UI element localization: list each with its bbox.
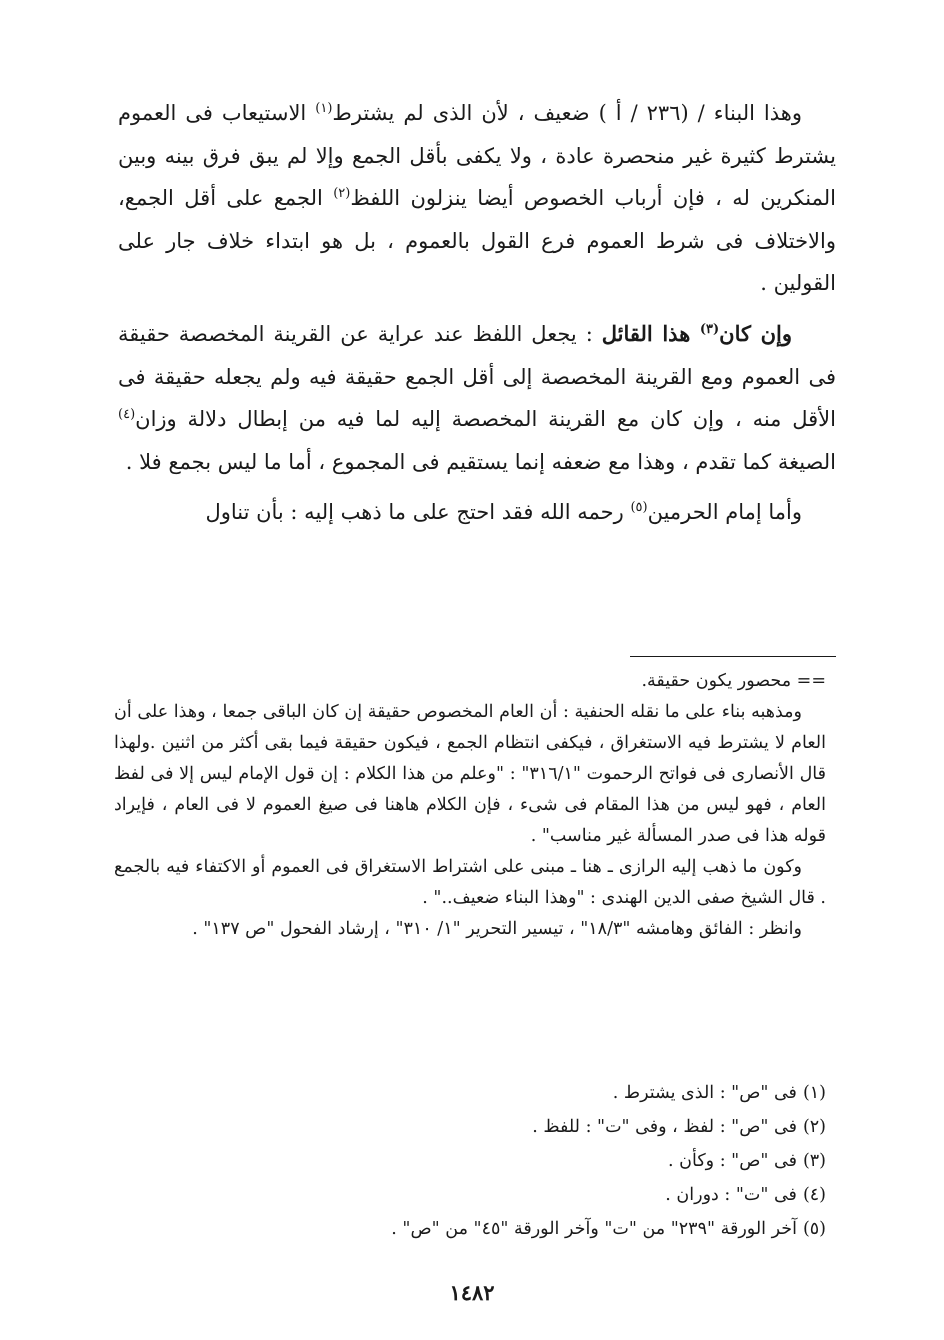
footnote-number: (٢) <box>802 1117 826 1137</box>
text-segment: الجمع على أقل الجمع، والاختلاف فى شرط العموم فرع القول بالعموم ، بل هو ابتداء خلاف جار على القولين . <box>118 186 836 296</box>
footnote-ref-2: (٢) <box>333 186 351 202</box>
footnote-separator <box>630 656 836 657</box>
footnote-text: فى "ص" : الذى يشترط . <box>612 1083 797 1103</box>
footnote-ref-4: (٤) <box>118 407 136 423</box>
footnote-number: (٥) <box>802 1219 826 1239</box>
footnote-item <box>114 1214 826 1245</box>
paragraph-lead: وإن كان$^{(٣)}$ هذا القائل <box>601 320 792 346</box>
footnote-continuation-paragraph: وانظر : الفائق وهامشه "١٨/٣" ، تيسير التحرير "١/ ٣١٠" ، إرشاد الفحول "ص ١٣٧" . <box>192 919 802 939</box>
main-text <box>118 92 836 534</box>
footnotes-list <box>114 1078 826 1248</box>
footnote-continuation-line: == محصور يكون حقيقة. <box>641 671 826 691</box>
paragraph-1 <box>118 92 836 305</box>
footnote-ref-5: (٥) <box>630 500 648 516</box>
footnote-number: (١) <box>802 1083 826 1103</box>
footnote-continuation-paragraph: وكون ما ذهب إليه الرازى ـ هنا ـ مبنى على اشتراط الاستغراق فى العموم أو الاكتفاء فيه بالجمع . قال الشيخ صفى الدين الهندى : "وهذا البناء ضعيف.." . <box>114 857 826 908</box>
text-segment: الصيغة كما تقدم ، وهذا مع ضعفه إنما يستقيم فى المجموع ، أما ما ليس بجمع فلا . <box>125 449 836 474</box>
text-segment: وهذا البناء / (٢٣٦ / أ ) ضعيف ، لأن الذى لم يشترط <box>332 101 802 125</box>
footnote-item <box>114 1180 826 1211</box>
footnote-continuation <box>114 666 826 945</box>
text-segment: رحمه الله فقد احتج على ما ذهب إليه : بأن تناول <box>205 500 631 525</box>
footnote-text: فى "ص" : لفظ ، وفى "ت" : للفظ . <box>532 1117 797 1137</box>
footnote-number: (٤) <box>802 1185 826 1205</box>
page-number: ١٤٨٢ <box>449 1280 495 1305</box>
footnote-item <box>114 1146 826 1177</box>
footnote-ref-1: (١) <box>315 101 333 116</box>
paragraph-3 <box>118 491 836 534</box>
footnote-number: (٣) <box>802 1151 826 1171</box>
text-segment: : يجعل اللفظ عند عراية عن القرينة المخصصة حقيقة فى العموم ومع القرينة المخصصة إلى أقل الجمع حقيقة فيه ولم يجعله حقيقة فى الأقل منه ، وإن كان مع القرينة المخصصة إليه لما فيه من إبطال دلالة وزان <box>118 321 836 432</box>
footnote-ref-3: (٣) <box>699 321 720 337</box>
footnote-text: آخر الورقة "٢٣٩" من "ت" وآخر الورقة "٤٥" من "ص" . <box>391 1219 797 1239</box>
text-segment: الاستيعاب فى العموم يشترط كثيرة غير منحصرة عادة ، ولا يكفى بأقل الجمع وإلا لم يبق فرق بينه وبين المنكرين له ، فإن أرباب الخصوص أيضا ينزلون اللفظ <box>118 101 836 211</box>
text-segment: وأما إمام الحرمين <box>647 500 802 525</box>
footnote-continuation-paragraph: ومذهبه بناء على ما نقله الحنفية : أن العام المخصوص حقيقة إن كان الباقى جمعا ، وهذا على أن العام لا يشترط فيه الاستغراق ، فيكفى انتظام الجمع ، فيكون حقيقة فيما بقى أكثر من اثنين .ولهذا قال الأنصارى فى فواتح الرحموت "٣١٦/١" : "وعلم من هذا الكلام : إن قول الإمام ليس إلا فى لفظ العام ، فهو ليس من هذا المقام فى شىء ، فإن الكلام هاهنا فى صيغ العموم لا فى العام ، فإيراد قوله هذا فى صدر المسألة غير مناسب" . <box>114 702 826 846</box>
paragraph-2 <box>118 313 836 483</box>
footnote-text: فى "ت" : دوران . <box>665 1185 797 1205</box>
footnote-text: فى "ص" : وكأن . <box>668 1151 797 1171</box>
footnote-item <box>114 1112 826 1143</box>
footnote-item <box>114 1078 826 1109</box>
